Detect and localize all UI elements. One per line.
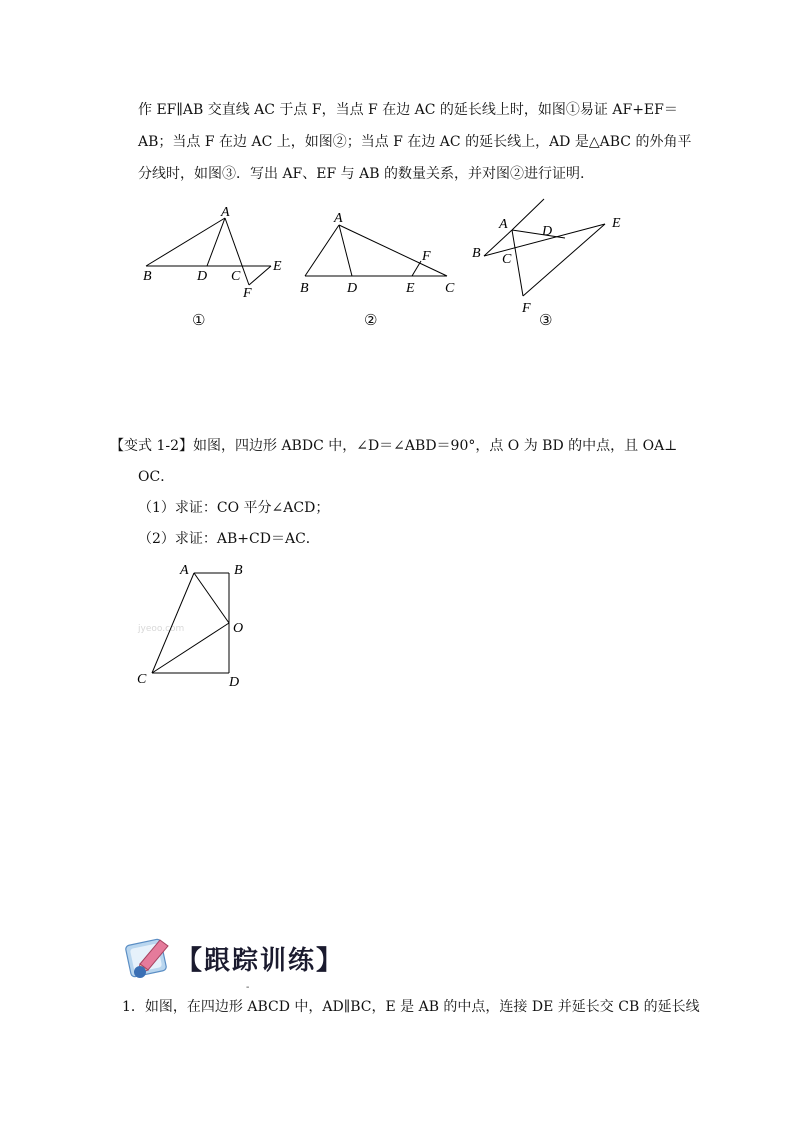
fig2-label-b: B <box>300 281 309 296</box>
paragraph1-line2: AB；当点 F 在边 AC 上，如图②；当点 F 在边 AC 的延长线上，AD 是△ABC 的外角平 <box>138 134 692 150</box>
fig3-segment-af <box>512 230 523 296</box>
question-2: （2）求证：AB+CD＝AC． <box>138 531 320 547</box>
fig3-label-c: C <box>502 252 512 267</box>
section-dash: - <box>246 982 250 993</box>
fig4-label-a: A <box>180 563 189 578</box>
pencil-badge-icon <box>122 934 178 982</box>
fig4-segment-co <box>152 623 229 673</box>
fig1-segment-ad <box>207 218 225 266</box>
fig3-label-d: D <box>542 224 553 239</box>
fig3-label-e: E <box>612 216 621 231</box>
fig2-label-c: C <box>445 281 455 296</box>
fig4-label-c: C <box>137 672 147 687</box>
fig3-label-b: B <box>472 246 481 261</box>
fig2-label-d: D <box>347 281 358 296</box>
fig4-label-o: O <box>233 621 244 636</box>
fig4-label-d: D <box>229 675 240 690</box>
figure-2 <box>295 205 465 300</box>
fig1-segment-ab <box>146 218 225 266</box>
fig2-segment-ab <box>305 225 339 276</box>
fig2-segment-ac <box>339 225 447 276</box>
figure-3-caption: ③ <box>539 311 553 329</box>
watermark: jyeoo.com <box>138 624 185 634</box>
figure-1-caption: ① <box>192 311 206 329</box>
fig1-label-f: F <box>243 286 252 301</box>
figure-4 <box>132 558 252 693</box>
paragraph1-line1: 作 EF∥AB 交直线 AC 于点 F，当点 F 在边 AC 的延长线上时，如图①易证 AF+EF＝ <box>138 102 678 118</box>
figure-3 <box>465 192 635 317</box>
variant-line2: OC． <box>138 469 175 485</box>
question-1: （1）求证：CO 平分∠ACD； <box>138 500 330 516</box>
fig2-segment-ef <box>412 261 421 276</box>
fig1-label-a: A <box>221 205 230 220</box>
fig1-label-d: D <box>197 269 208 284</box>
fig4-label-b: B <box>234 563 243 578</box>
section-title: 【跟踪训练】 <box>176 946 345 976</box>
fig2-label-e: E <box>406 281 415 296</box>
fig3-label-a: A <box>499 217 508 232</box>
fig4-segment-ac <box>152 573 194 673</box>
fig4-segment-ao <box>194 573 229 623</box>
fig2-label-a: A <box>334 211 343 226</box>
fig2-label-f: F <box>422 249 431 264</box>
paragraph1-line3: 分线时，如图③．写出 AF、EF 与 AB 的数量关系，并对图②进行证明. <box>138 166 585 182</box>
fig2-segment-ad <box>339 225 352 276</box>
figure-2-caption: ② <box>364 311 378 329</box>
figure-1 <box>138 200 298 305</box>
fig1-segment-ef <box>249 266 271 285</box>
fig1-label-c: C <box>231 269 241 284</box>
fig3-segment-ray-a <box>512 199 544 230</box>
exercise-1-line1: 1．如图，在四边形 ABCD 中，AD∥BC，E 是 AB 的中点，连接 DE 并延长交 CB 的延长线 <box>122 999 700 1015</box>
fig3-label-f: F <box>522 301 531 316</box>
fig1-label-e: E <box>273 259 282 274</box>
fig1-label-b: B <box>143 269 152 284</box>
variant-line1: 【变式 1-2】如图，四边形 ABDC 中，∠D＝∠ABD＝90°，点 O 为 BD 的中点，且 OA⊥ <box>110 438 678 454</box>
